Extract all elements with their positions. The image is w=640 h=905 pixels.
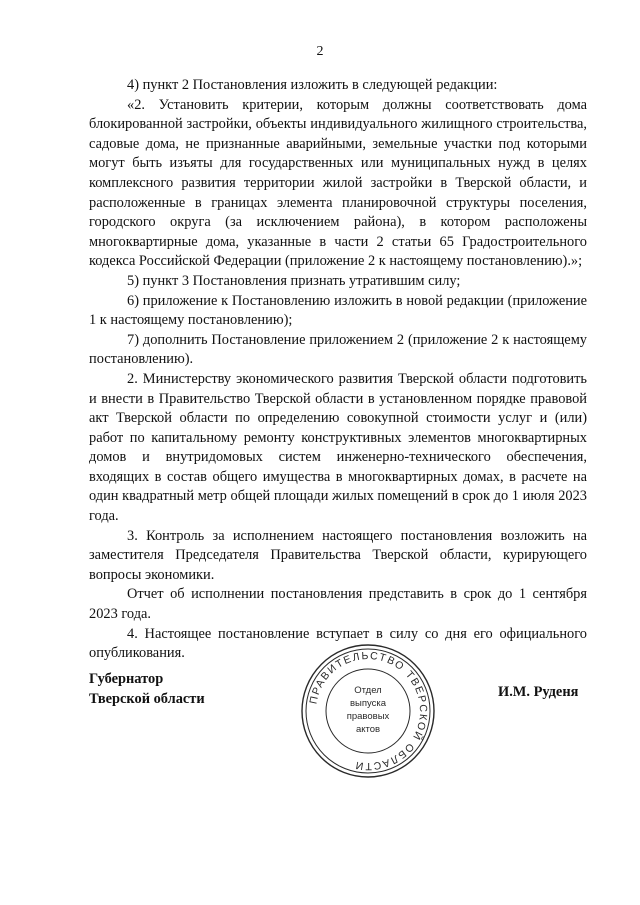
stamp-ring-text: ПРАВИТЕЛЬСТВО ТВЕРСКОЙ ОБЛАСТИ: [307, 649, 430, 773]
paragraph-item-4: 4) пункт 2 Постановления изложить в следующей редакции:: [127, 77, 498, 93]
paragraph-section-2: 2. Министерству экономического развития Тверской области подготовить и внести в Правительство Тверской области в установленном порядке правовой акт Тверской области по определению совокупной стоимости услуг и (или) работ по капитальному ремонту конструктивных элементов многоквартирных домов и внутридомовых систем инженерно-технического обеспечения, входящих в состав общего имущества в многоквартирных домах, в расчете на один квадратный метр общей площади жилых помещений в срок до 1 июля 2023 года.: [89, 370, 587, 525]
paragraph-item-4-quote: «2. Установить критерии, которым должны соответствовать дома блокированной застройки, объекты индивидуального жилищного строительства, садовые дома, не признанные аварийными, земельные участки под которыми могут быть изъяты для государственных или муниципальных нужд в целях комплексного развития территории жилой застройки в Тверской области, и расположенные в границах элемента планировочной структуры поселения, городского округа (за исключением района), в котором расположены многоквартирные дома, указанные в части 2 статьи 65 Градостроительного кодекса Российской Федерации (приложение 2 к настоящему постановлению).»;: [89, 96, 587, 270]
signatory-position: [89, 669, 205, 709]
stamp-center-line-2: выпуска: [349, 698, 387, 709]
signatory-position-line-2: Тверской области: [89, 691, 205, 707]
stamp-center-line-4: актов: [355, 724, 381, 735]
official-stamp: [298, 641, 438, 781]
paragraph-report: Отчет об исполнении постановления представить в срок до 1 сентября 2023 года.: [89, 586, 587, 623]
page-number: 2: [316, 44, 324, 59]
paragraph-item-7: 7) дополнить Постановление приложением 2 (приложение 2 к настоящему постановлению).: [89, 331, 587, 368]
stamp-center-line-3: правовых: [346, 711, 390, 722]
paragraph-item-6: 6) приложение к Постановлению изложить в новой редакции (приложение 1 к настоящему постановлению);: [89, 292, 587, 329]
stamp-seal-icon: [298, 641, 438, 781]
paragraph-section-3: 3. Контроль за исполнением настоящего постановления возложить на заместителя Председателя Правительства Тверской области, курирующего вопросы экономики.: [89, 527, 587, 583]
paragraph-section-4: 4. Настоящее постановление вступает в силу со дня его официального опубликования.: [89, 625, 587, 662]
paragraph-item-5: 5) пункт 3 Постановления признать утратившим силу;: [127, 272, 461, 289]
document-body: [89, 76, 587, 664]
signatory-position-line-1: Губернатор: [89, 671, 164, 687]
signatory-name: И.М. Руденя: [498, 684, 579, 700]
stamp-center-line-1: Отдел: [354, 685, 382, 696]
